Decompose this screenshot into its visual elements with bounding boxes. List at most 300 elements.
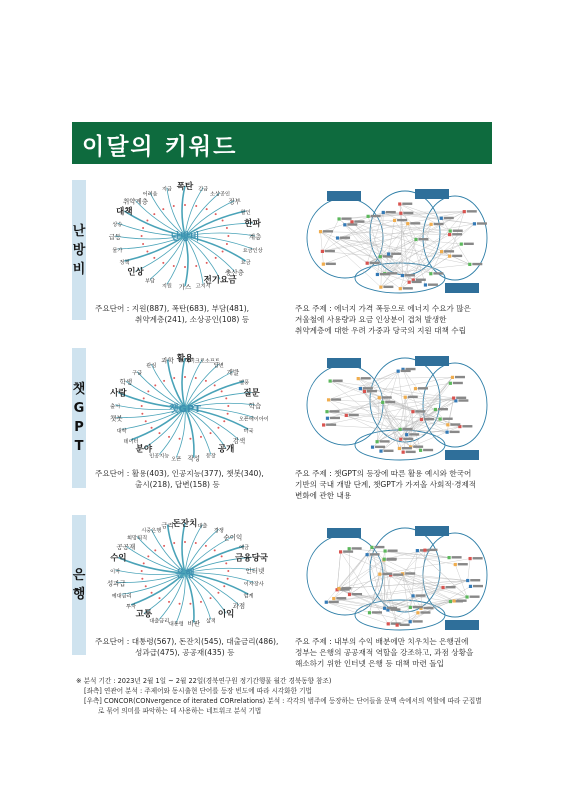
network-node	[384, 549, 387, 552]
network-node-label	[352, 547, 362, 549]
cloud-word: 수익	[110, 553, 127, 564]
network-node-label	[384, 450, 394, 452]
network-node-label	[342, 217, 352, 219]
cloud-link-dot	[179, 603, 181, 605]
cluster-tag	[445, 283, 479, 293]
network-node-label	[470, 596, 480, 598]
cloud-word: 오픈	[171, 456, 182, 463]
topic-3-line-2: 정부는 은행의 공공재적 역할을 강조하고, 과점 상황을	[295, 648, 474, 657]
network-node-label	[402, 203, 412, 205]
network-node-label	[352, 593, 362, 595]
network-node-label	[329, 601, 339, 603]
key-words-3-line-2: 성과급(475), 공공재(435) 등	[135, 648, 235, 657]
concor-network-1	[295, 183, 495, 298]
network-node	[319, 230, 322, 233]
section-label-2	[72, 348, 86, 488]
network-node	[434, 408, 437, 411]
cloud-word: 경쟁	[213, 528, 224, 535]
key-words-1	[95, 303, 249, 325]
network-node-label	[385, 401, 395, 403]
cloud-link-dot	[205, 380, 207, 382]
cloud-word: 긴급	[198, 186, 209, 193]
cloud-link-dot	[162, 208, 164, 210]
network-node	[449, 382, 452, 385]
cloud-word: 과점	[232, 601, 246, 610]
network-node	[339, 550, 342, 553]
network-node	[398, 202, 401, 205]
cloud-link-dot	[227, 235, 229, 237]
network-node	[473, 222, 476, 225]
network-node	[448, 255, 451, 258]
network-edge	[401, 213, 403, 275]
page-title-bar	[72, 122, 492, 164]
cloud-word: 물가	[112, 247, 123, 254]
network-node-label	[387, 607, 397, 609]
key-words-3	[95, 636, 278, 658]
network-node	[452, 396, 455, 399]
network-node-label	[343, 550, 353, 552]
network-node	[411, 594, 414, 597]
network-node-label	[458, 563, 468, 565]
cloud-link-dot	[227, 578, 229, 580]
cloud-word: 투자	[126, 603, 137, 610]
cloud-link-dot	[163, 545, 165, 547]
cloud-link-dot	[227, 570, 229, 572]
cloud-word: 금리	[161, 521, 174, 530]
cloud-word: 한파	[244, 219, 261, 230]
cloud-link-dot	[162, 262, 164, 264]
network-node-label	[413, 620, 423, 622]
network-node-label	[444, 250, 454, 252]
concor-network-2	[295, 350, 495, 465]
cloud-word: 급등	[108, 233, 122, 241]
cloud-link-dot	[195, 377, 197, 379]
network-node-label	[408, 396, 418, 398]
network-node	[336, 236, 339, 239]
network-node	[396, 624, 399, 627]
section-label-char: 은	[72, 568, 86, 583]
network-node-label	[418, 238, 428, 240]
cloud-word: 열풍	[239, 380, 250, 387]
network-node-label	[403, 287, 413, 289]
cloud-link-dot	[222, 220, 224, 222]
network-node	[350, 220, 353, 223]
network-node-label	[363, 387, 373, 389]
cloud-link	[151, 364, 185, 408]
section-label-char: 난	[72, 223, 86, 239]
network-node	[419, 449, 422, 452]
network-node	[393, 219, 396, 222]
topic-2-line-1: 주요 주제 : 챗GPT의 등장에 따른 활용 예시와 한국어	[295, 469, 472, 478]
network-node-label	[383, 286, 393, 288]
cloud-link	[182, 523, 185, 573]
cloud-word: 오픈에이아이	[238, 416, 269, 423]
network-node-label	[402, 447, 412, 449]
network-node-label	[375, 446, 385, 448]
network-node-label	[400, 624, 410, 626]
cloud-word: 순이익	[223, 533, 243, 542]
cloud-link-dot	[147, 555, 149, 557]
cloud-word: 요금	[240, 260, 251, 266]
network-edge	[411, 419, 441, 447]
network-node-label	[444, 217, 454, 219]
cloud-link-dot	[153, 257, 155, 259]
network-node-label	[438, 408, 448, 410]
cloud-link-dot	[215, 257, 217, 259]
network-node	[453, 599, 456, 602]
network-node-label	[382, 573, 392, 575]
network-node-label	[470, 579, 480, 581]
network-node	[325, 601, 328, 604]
cloud-link-dot	[168, 436, 170, 438]
network-node-label	[329, 410, 339, 412]
cluster-tag	[415, 356, 449, 366]
cluster-tag	[445, 620, 479, 630]
cluster-tag	[327, 358, 361, 368]
network-node-label	[455, 376, 465, 378]
section-label-char: G	[73, 401, 85, 416]
network-node-label	[457, 599, 467, 601]
network-node	[379, 286, 382, 289]
section-label-char: 방	[72, 242, 86, 258]
cloud-link	[185, 408, 194, 458]
network-edge	[330, 381, 454, 398]
cloud-word: 인터넷	[245, 566, 265, 575]
network-node	[448, 233, 451, 236]
network-node	[367, 215, 370, 218]
key-words-2	[95, 468, 264, 490]
cloud-link	[151, 529, 185, 573]
section-label-3	[72, 515, 86, 655]
network-node-label	[477, 222, 487, 224]
network-edge	[418, 601, 454, 613]
cloud-word: 공공재	[116, 543, 136, 552]
cloud-link-dot	[205, 545, 207, 547]
network-node	[469, 557, 472, 560]
cloud-word: 지원	[161, 283, 172, 290]
network-node	[383, 558, 386, 561]
cloud-word: 작성	[187, 454, 201, 463]
network-node	[357, 377, 360, 380]
network-node-label	[393, 573, 403, 575]
network-node	[371, 446, 374, 449]
network-edge	[400, 204, 409, 282]
network-node-label	[403, 438, 413, 440]
cloud-link-dot	[221, 390, 223, 392]
network-edge	[417, 551, 449, 558]
cloud-link-dot	[143, 562, 145, 564]
cloud-word: 전기요금	[203, 275, 237, 286]
section-label-char: P	[74, 420, 84, 435]
network-edge	[388, 581, 468, 610]
network-node-label	[423, 607, 433, 609]
cloud-word: 답변	[213, 363, 224, 370]
cloud-word: 부담	[144, 278, 156, 285]
network-node	[424, 283, 427, 286]
cloud-word: 고지서	[195, 283, 211, 290]
section-label-char: 행	[72, 587, 86, 602]
network-node	[359, 387, 362, 390]
cloud-word: 소상공인	[209, 191, 231, 198]
cloud-link-dot	[173, 377, 175, 379]
network-node-label	[403, 428, 413, 430]
network-node-label	[456, 397, 466, 399]
network-node-label	[464, 243, 474, 245]
network-edge	[360, 389, 400, 430]
cloud-word: 챗봇	[109, 414, 123, 423]
network-node	[366, 262, 369, 265]
keyword-cloud-svg	[95, 515, 270, 635]
network-node	[441, 586, 444, 589]
network-node	[326, 417, 329, 420]
cloud-link-dot	[195, 205, 197, 207]
network-node	[401, 274, 404, 277]
cloud-link-dot	[225, 397, 227, 399]
network-node-label	[427, 549, 437, 551]
cloud-link-dot	[147, 390, 149, 392]
network-node	[382, 211, 385, 214]
network-node-label	[326, 423, 336, 425]
topic-1-line-3: 취약계층에 대한 우려 가중과 당국의 지원 대책 수립	[295, 326, 466, 335]
network-node-label	[446, 586, 456, 588]
network-node-label	[415, 410, 425, 412]
network-node-label	[416, 279, 426, 281]
network-node	[446, 423, 449, 426]
network-node	[416, 549, 419, 552]
network-node-label	[382, 396, 392, 398]
cloud-link-dot	[206, 262, 208, 264]
network-node-label	[434, 223, 444, 225]
cloud-link-dot	[223, 420, 225, 422]
network-node-label	[418, 387, 428, 389]
cloud-link-dot	[141, 405, 143, 407]
cloud-link-dot	[210, 432, 212, 434]
network-node	[420, 418, 423, 421]
network-node	[423, 549, 426, 552]
cloud-word: 실적	[205, 618, 216, 625]
cluster-tag	[415, 526, 449, 536]
cloud-word: 정부	[228, 197, 241, 206]
network-node-label	[323, 230, 333, 232]
network-node	[332, 597, 335, 600]
network-node-label	[467, 210, 477, 212]
network-node	[445, 431, 448, 434]
topic-3-line-1: 주요 주제 : 내부의 수익 배분에만 치우치는 은행권에	[295, 637, 469, 646]
cloud-link-dot	[184, 204, 186, 206]
network-node-label	[341, 587, 351, 589]
cloud-center-word: 은행	[175, 569, 195, 580]
cloud-word: 마이크로소프트	[184, 358, 220, 365]
network-node-label	[354, 220, 364, 222]
cloud-link-dot	[141, 570, 143, 572]
topic-2	[295, 468, 476, 501]
cloud-link	[185, 573, 194, 623]
network-node-label	[397, 219, 407, 221]
network-node	[465, 595, 468, 598]
cloud-link-dot	[151, 592, 153, 594]
cloud-word: 업계	[243, 593, 254, 600]
note-period: ※ 분석 기간 : 2023년 2월 1일 ~ 2월 22일(경북연구원 정기간행물 월간 경북동향 참조)	[76, 677, 332, 685]
network-node-label	[410, 222, 420, 224]
network-node	[454, 399, 457, 402]
network-node-label	[413, 445, 423, 447]
network-edge	[442, 252, 470, 265]
cloud-link-dot	[145, 585, 147, 587]
topic-1	[295, 303, 471, 336]
network-node-label	[452, 233, 462, 235]
cloud-word: 고통	[135, 609, 153, 620]
network-node	[468, 263, 471, 266]
network-node-label	[462, 425, 472, 427]
network-node-label	[416, 594, 426, 596]
network-node	[399, 212, 402, 215]
cloud-link-dot	[141, 413, 143, 415]
cloud-word: 이자장사	[243, 581, 264, 588]
network-node	[322, 263, 325, 266]
network-node-label	[452, 255, 462, 257]
cloud-word: 할인	[240, 210, 251, 216]
cloud-word: 대학	[116, 428, 127, 435]
cloud-link	[182, 186, 185, 236]
cluster-tag	[327, 528, 361, 538]
network-node-label	[347, 223, 357, 225]
cloud-word: 돈잔치	[172, 519, 198, 529]
cloud-word: 인상	[127, 267, 144, 278]
network-edge	[337, 552, 341, 590]
cloud-link-dot	[184, 376, 186, 378]
network-node-label	[406, 451, 416, 453]
cloud-word: 인공지능	[149, 453, 170, 460]
section-label-char: 비	[72, 261, 86, 277]
network-node-label	[452, 556, 462, 558]
cloud-link-dot	[145, 420, 147, 422]
network-node	[379, 450, 382, 453]
cloud-link-dot	[217, 427, 219, 429]
network-node	[399, 428, 402, 431]
cluster-tag	[327, 191, 361, 201]
network-node	[454, 563, 457, 566]
network-node	[463, 210, 466, 213]
cloud-link-dot	[189, 603, 191, 605]
network-node	[329, 379, 332, 382]
cloud-link-dot	[158, 597, 160, 599]
cloud-link-dot	[142, 243, 144, 245]
cloud-word: 지급	[161, 186, 172, 193]
topic-1-line-2: 겨울철에 사용량과 요금 인상분이 겹쳐 발생한	[295, 315, 447, 324]
note-right-cont: 로 묶어 의미를 파악하는 데 사용하는 네트워크 분석 기법	[98, 707, 262, 715]
network-edge	[330, 381, 413, 412]
network-node-label	[403, 212, 413, 214]
network-node	[411, 410, 414, 413]
keyword-cloud-2	[95, 350, 270, 470]
cloud-link-dot	[173, 542, 175, 544]
network-node	[378, 396, 381, 399]
cloud-word: 계층	[248, 233, 262, 241]
keyword-cloud-1	[95, 178, 270, 298]
network-node-label	[325, 250, 335, 252]
cloud-word: 등장	[205, 453, 216, 460]
cloud-link	[185, 236, 188, 286]
cloud-link-dot	[143, 397, 145, 399]
network-node-label	[420, 611, 430, 613]
cloud-link-dot	[226, 227, 228, 229]
network-node-label	[340, 237, 350, 239]
network-node	[440, 217, 443, 220]
network-node	[376, 440, 379, 443]
network-node	[348, 593, 351, 596]
cloud-word: 학습	[248, 401, 262, 410]
network-node	[379, 255, 382, 258]
cloud-center-word: 챗GPT	[168, 404, 202, 415]
network-node	[363, 390, 366, 393]
network-node	[321, 250, 324, 253]
cloud-link-dot	[189, 438, 191, 440]
cloud-link-dot	[223, 585, 225, 587]
network-node-label	[370, 262, 380, 264]
cloud-link-dot	[184, 266, 186, 268]
network-node	[345, 414, 348, 417]
cloud-word: 과학	[161, 356, 174, 365]
network-node	[406, 222, 409, 225]
cloud-link-dot	[146, 251, 148, 253]
network-node-label	[443, 418, 453, 420]
cloud-link-dot	[173, 205, 175, 207]
network-edge	[360, 371, 398, 388]
network-node-label	[472, 263, 482, 265]
keyword-cloud-svg	[95, 178, 270, 298]
cloud-link-dot	[227, 413, 229, 415]
cloud-word: 희망퇴직	[127, 535, 148, 542]
network-node	[409, 606, 412, 609]
cloud-word: 대출	[197, 523, 208, 530]
cloud-link	[176, 408, 185, 458]
section-label-char: 챗	[72, 382, 86, 397]
network-node-label	[386, 211, 396, 213]
cloud-link-dot	[154, 549, 156, 551]
key-words-3-line-1: 주요단어 : 대통령(567), 돈잔치(545), 대출금리(486),	[95, 637, 279, 646]
cloud-word: 대출금리	[149, 618, 170, 625]
network-node	[399, 438, 402, 441]
cloud-link-dot	[226, 243, 228, 245]
cloud-word: 질문	[243, 388, 260, 399]
network-node-label	[458, 399, 468, 401]
cloud-word: 활용	[176, 354, 194, 364]
page-title: 이달의 키워드	[82, 134, 238, 160]
cloud-link-dot	[200, 436, 202, 438]
cloud-word: 가스	[178, 283, 192, 291]
network-node-label	[380, 273, 390, 275]
cloud-link-dot	[217, 592, 219, 594]
network-edge	[468, 559, 470, 581]
network-node	[370, 546, 373, 549]
network-edge	[326, 581, 467, 603]
network-node-label	[423, 449, 433, 451]
network-node	[366, 553, 369, 556]
topic-2-line-3: 변화에 관한 내용	[295, 491, 352, 500]
network-node-label	[361, 377, 371, 379]
network-node	[429, 272, 432, 275]
cloud-link	[137, 537, 185, 573]
network-node-label	[405, 274, 415, 276]
cloud-word: 데이터	[123, 438, 139, 445]
cloud-link-dot	[158, 432, 160, 434]
network-node	[460, 243, 463, 246]
topic-2-line-2: 기반의 국내 개발 단계, 챗GPT가 가져올 사회적·경제적	[295, 480, 477, 489]
network-edge	[334, 560, 384, 599]
cloud-word: 폭탄	[176, 182, 194, 192]
network-node-label	[336, 597, 346, 599]
network-node-label	[326, 263, 336, 265]
